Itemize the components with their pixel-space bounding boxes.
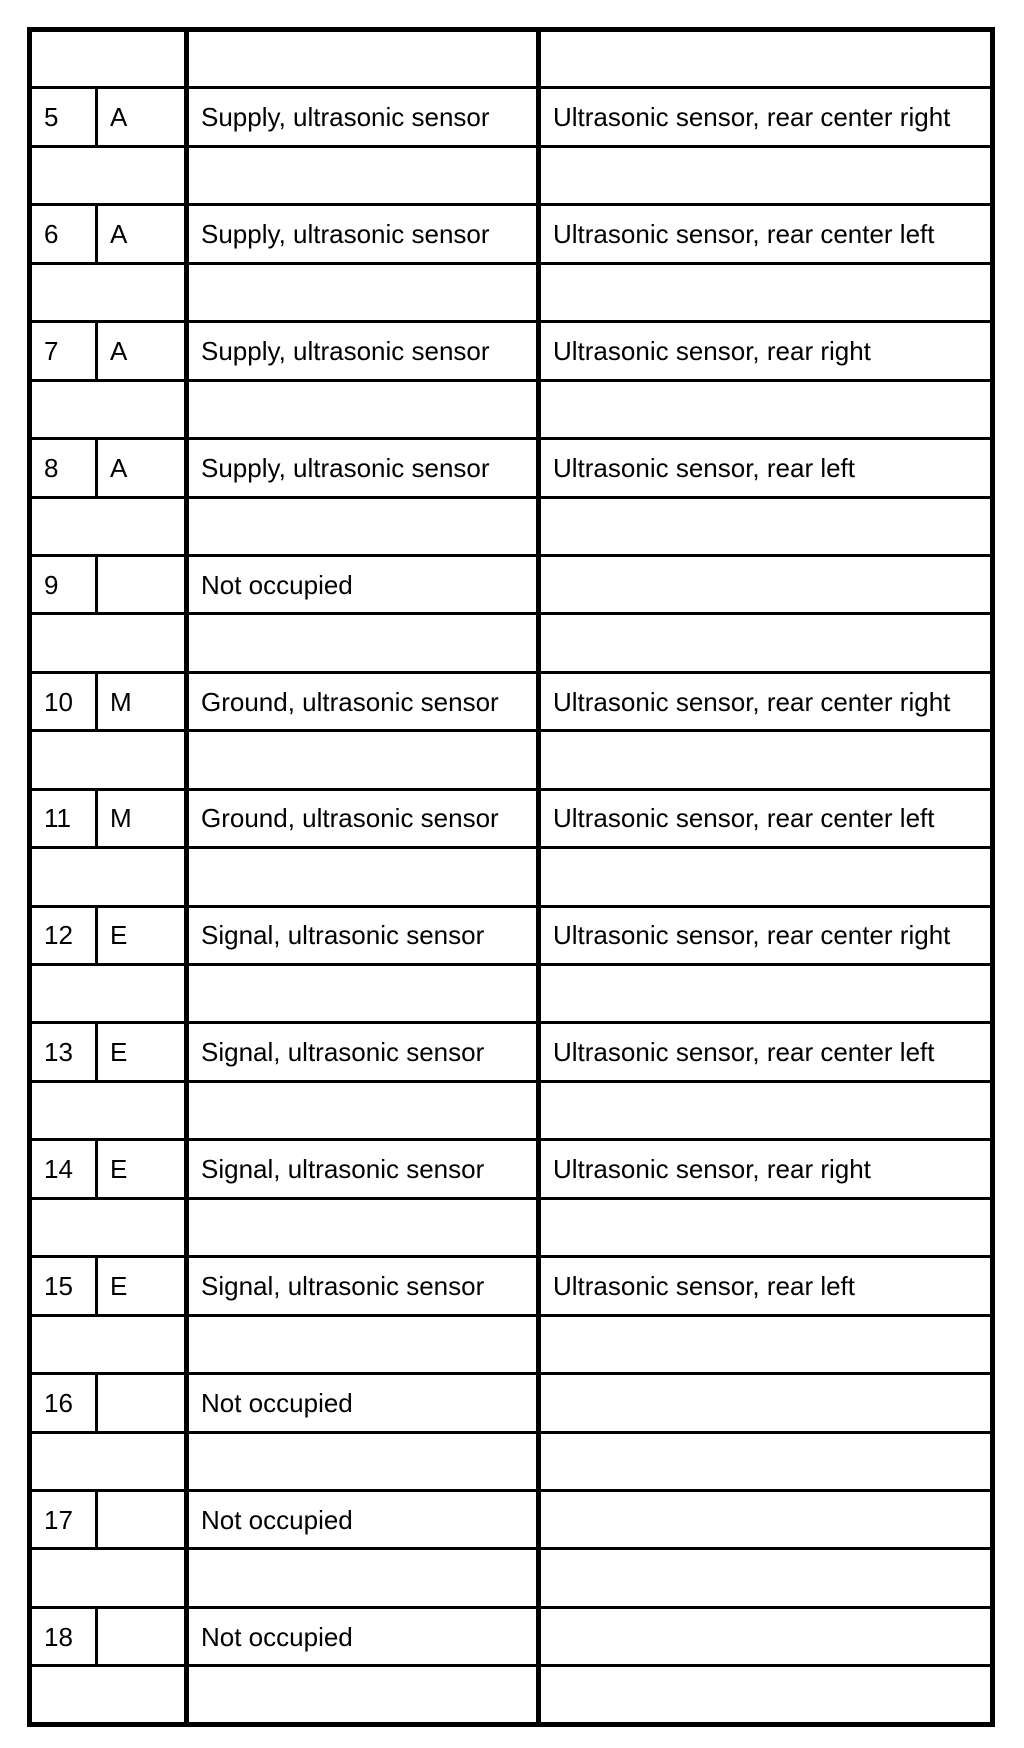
- component-cell: [539, 1490, 993, 1548]
- spacer-row: [30, 731, 993, 789]
- spacer-row: [30, 1315, 993, 1373]
- spacer-row: [30, 1081, 993, 1139]
- spacer-row: [30, 965, 993, 1023]
- pin-number-cell: 13: [30, 1023, 97, 1081]
- signal-type-cell: [97, 1607, 187, 1665]
- pin-number-cell: 7: [30, 322, 97, 380]
- spacer-cell: [539, 1081, 993, 1139]
- spacer-cell: [187, 263, 539, 321]
- signal-type-cell: M: [97, 789, 187, 847]
- spacer-cell: [187, 497, 539, 555]
- function-cell: Supply, ultrasonic sensor: [187, 439, 539, 497]
- component-cell: Ultrasonic sensor, rear center right: [539, 906, 993, 964]
- spacer-row: [30, 848, 993, 906]
- function-cell: Not occupied: [187, 555, 539, 613]
- table-row: [30, 205, 993, 263]
- table-row: [30, 1374, 993, 1432]
- spacer-cell: [187, 1549, 539, 1607]
- spacer-cell: [539, 1432, 993, 1490]
- spacer-cell: [539, 848, 993, 906]
- spacer-cell: [30, 848, 187, 906]
- spacer-row: [30, 30, 993, 88]
- spacer-cell: [539, 263, 993, 321]
- spacer-cell: [187, 614, 539, 672]
- table-row: [30, 789, 993, 847]
- spacer-cell: [30, 497, 187, 555]
- component-cell: [539, 1607, 993, 1665]
- pin-number-cell: 18: [30, 1607, 97, 1665]
- pin-number-cell: 17: [30, 1490, 97, 1548]
- signal-type-cell: E: [97, 1140, 187, 1198]
- spacer-cell: [539, 731, 993, 789]
- spacer-row: [30, 263, 993, 321]
- signal-type-cell: A: [97, 322, 187, 380]
- signal-type-cell: A: [97, 205, 187, 263]
- spacer-cell: [30, 1315, 187, 1373]
- pin-number-cell: 10: [30, 672, 97, 730]
- pin-number-cell: 6: [30, 205, 97, 263]
- pin-number-cell: 8: [30, 439, 97, 497]
- spacer-cell: [30, 1549, 187, 1607]
- spacer-cell: [30, 380, 187, 438]
- pin-number-cell: 15: [30, 1257, 97, 1315]
- component-cell: Ultrasonic sensor, rear center left: [539, 789, 993, 847]
- spacer-row: [30, 1666, 993, 1725]
- signal-type-cell: A: [97, 439, 187, 497]
- spacer-row: [30, 146, 993, 204]
- table-row: [30, 1257, 993, 1315]
- pin-assignment-table: [27, 27, 995, 1727]
- signal-type-cell: [97, 555, 187, 613]
- signal-type-cell: M: [97, 672, 187, 730]
- spacer-cell: [30, 263, 187, 321]
- spacer-row: [30, 1549, 993, 1607]
- component-cell: Ultrasonic sensor, rear center left: [539, 205, 993, 263]
- pin-number-cell: 12: [30, 906, 97, 964]
- spacer-cell: [187, 731, 539, 789]
- function-cell: Supply, ultrasonic sensor: [187, 88, 539, 146]
- spacer-cell: [187, 848, 539, 906]
- function-cell: Signal, ultrasonic sensor: [187, 906, 539, 964]
- component-cell: Ultrasonic sensor, rear center right: [539, 672, 993, 730]
- signal-type-cell: E: [97, 1023, 187, 1081]
- table-row: [30, 439, 993, 497]
- spacer-cell: [30, 1432, 187, 1490]
- function-cell: Ground, ultrasonic sensor: [187, 672, 539, 730]
- function-cell: Not occupied: [187, 1374, 539, 1432]
- pin-number-cell: 14: [30, 1140, 97, 1198]
- function-cell: Supply, ultrasonic sensor: [187, 205, 539, 263]
- spacer-cell: [187, 146, 539, 204]
- signal-type-cell: [97, 1374, 187, 1432]
- spacer-cell: [539, 614, 993, 672]
- table-row: [30, 555, 993, 613]
- signal-type-cell: A: [97, 88, 187, 146]
- component-cell: Ultrasonic sensor, rear right: [539, 322, 993, 380]
- function-cell: Signal, ultrasonic sensor: [187, 1023, 539, 1081]
- spacer-cell: [539, 146, 993, 204]
- table-row: [30, 672, 993, 730]
- table-row: [30, 1140, 993, 1198]
- signal-type-cell: E: [97, 906, 187, 964]
- spacer-cell: [30, 1666, 187, 1725]
- spacer-cell: [539, 1549, 993, 1607]
- component-cell: [539, 1374, 993, 1432]
- pin-number-cell: 16: [30, 1374, 97, 1432]
- spacer-cell: [187, 1432, 539, 1490]
- spacer-cell: [187, 1081, 539, 1139]
- spacer-cell: [187, 965, 539, 1023]
- function-cell: Supply, ultrasonic sensor: [187, 322, 539, 380]
- pin-table-body: [30, 30, 993, 1725]
- table-row: [30, 1023, 993, 1081]
- function-cell: Ground, ultrasonic sensor: [187, 789, 539, 847]
- spacer-row: [30, 380, 993, 438]
- component-cell: Ultrasonic sensor, rear right: [539, 1140, 993, 1198]
- pin-number-cell: 11: [30, 789, 97, 847]
- spacer-cell: [539, 30, 993, 88]
- component-cell: Ultrasonic sensor, rear left: [539, 1257, 993, 1315]
- spacer-cell: [539, 1315, 993, 1373]
- component-cell: [539, 555, 993, 613]
- table-row: [30, 906, 993, 964]
- component-cell: Ultrasonic sensor, rear left: [539, 439, 993, 497]
- spacer-cell: [187, 1315, 539, 1373]
- function-cell: Not occupied: [187, 1490, 539, 1548]
- spacer-row: [30, 614, 993, 672]
- spacer-cell: [30, 146, 187, 204]
- component-cell: Ultrasonic sensor, rear center right: [539, 88, 993, 146]
- table-row: [30, 88, 993, 146]
- table-row: [30, 1607, 993, 1665]
- function-cell: Signal, ultrasonic sensor: [187, 1140, 539, 1198]
- spacer-cell: [539, 965, 993, 1023]
- component-cell: Ultrasonic sensor, rear center left: [539, 1023, 993, 1081]
- table-row: [30, 1490, 993, 1548]
- spacer-cell: [539, 497, 993, 555]
- spacer-cell: [539, 1198, 993, 1256]
- spacer-row: [30, 1432, 993, 1490]
- spacer-cell: [539, 380, 993, 438]
- table-row: [30, 322, 993, 380]
- spacer-cell: [30, 30, 187, 88]
- spacer-row: [30, 497, 993, 555]
- spacer-cell: [187, 1666, 539, 1725]
- spacer-cell: [30, 731, 187, 789]
- spacer-cell: [30, 1198, 187, 1256]
- signal-type-cell: E: [97, 1257, 187, 1315]
- spacer-cell: [539, 1666, 993, 1725]
- pin-number-cell: 5: [30, 88, 97, 146]
- spacer-cell: [187, 1198, 539, 1256]
- spacer-cell: [30, 965, 187, 1023]
- function-cell: Signal, ultrasonic sensor: [187, 1257, 539, 1315]
- spacer-cell: [187, 30, 539, 88]
- function-cell: Not occupied: [187, 1607, 539, 1665]
- signal-type-cell: [97, 1490, 187, 1548]
- spacer-cell: [187, 380, 539, 438]
- spacer-row: [30, 1198, 993, 1256]
- spacer-cell: [30, 1081, 187, 1139]
- spacer-cell: [30, 614, 187, 672]
- pin-number-cell: 9: [30, 555, 97, 613]
